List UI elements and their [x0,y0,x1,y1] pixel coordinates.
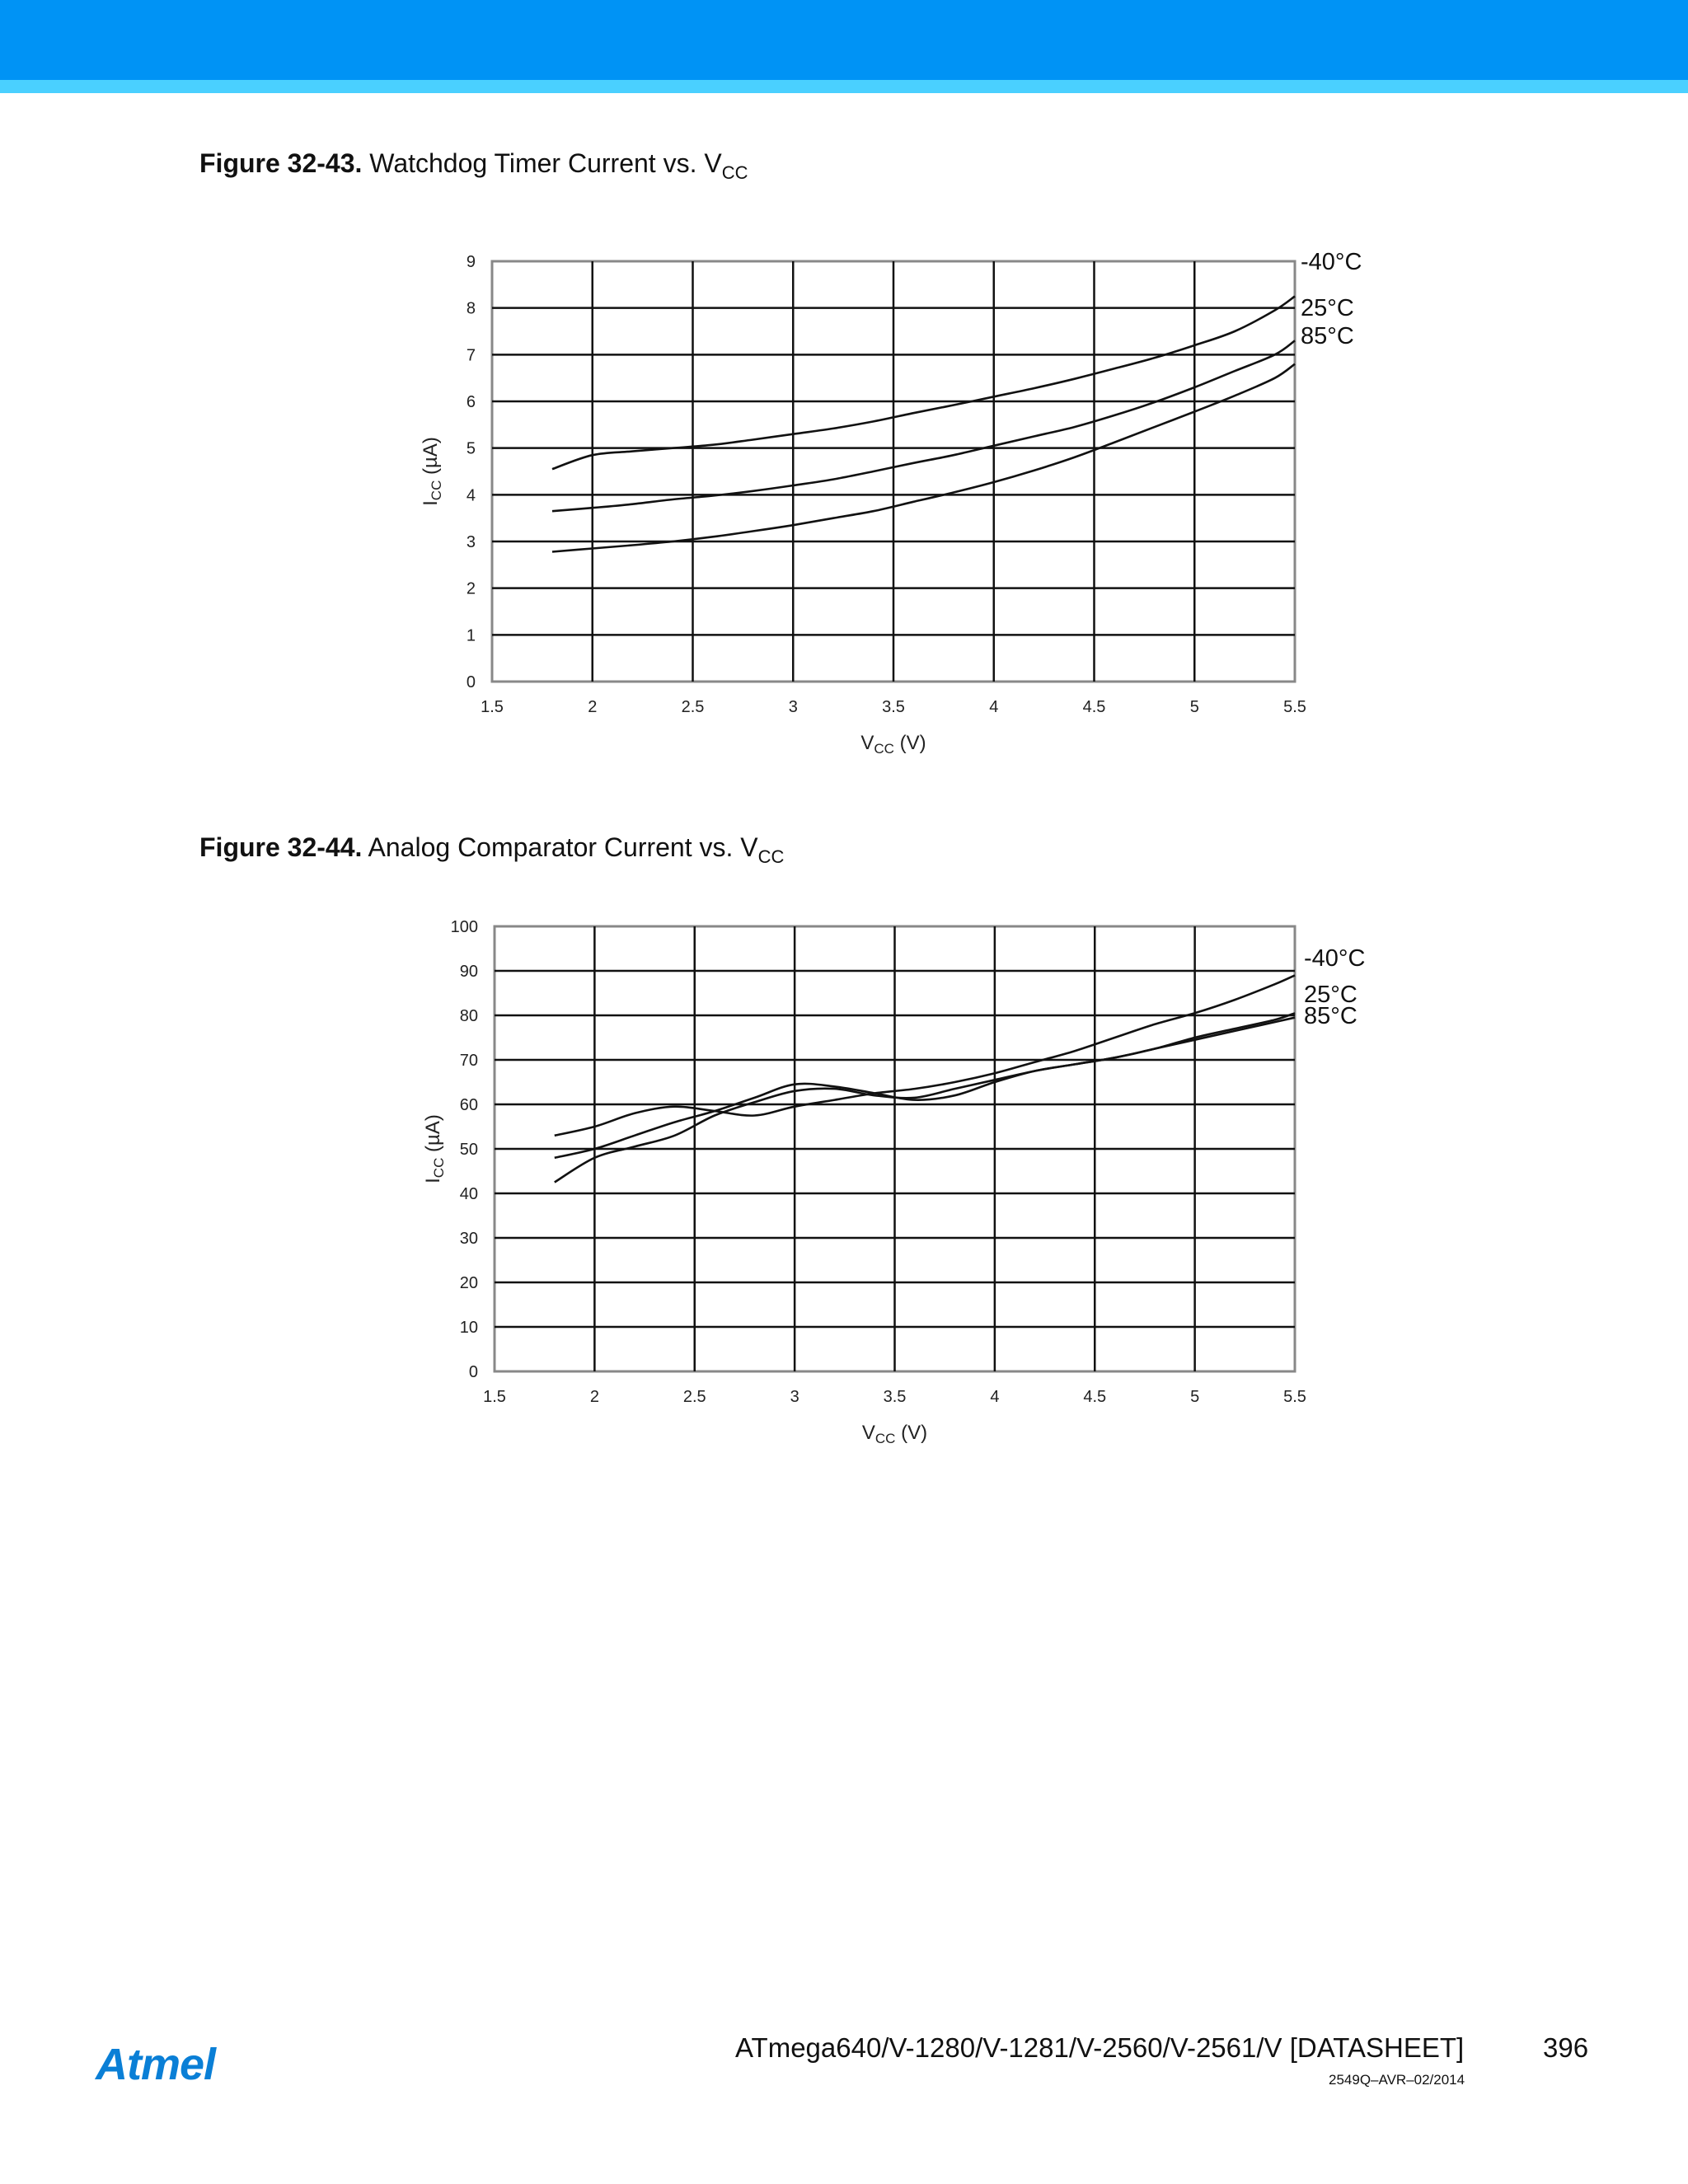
y-tick-label: 60 [459,1096,478,1114]
y-tick-label: 8 [466,299,476,318]
x-tick-label: 1.5 [483,1388,506,1406]
series-line [552,297,1295,470]
series-line [552,340,1295,511]
figure-number: Figure 32-43. [199,148,363,178]
y-tick-label: 10 [459,1319,478,1337]
x-tick-label: 2.5 [682,1388,706,1406]
y-axis-label: $I_{CC}$ (µA) [420,437,444,506]
analog-comparator-current-chart [0,907,1688,1467]
y-tick-label: 70 [459,1052,478,1070]
y-tick-label: 7 [466,346,476,365]
figure-caption-1 [199,148,748,184]
y-tick-label: 90 [459,963,478,981]
y-tick-label: 80 [459,1007,478,1025]
y-tick-label: 50 [459,1141,478,1159]
page-number: 396 [1543,2032,1589,2063]
y-tick-label: 2 [466,579,476,598]
x-axis-label: $V_{CC}$ (V) [861,1422,928,1446]
x-tick-label: 4.5 [1083,1388,1107,1406]
document-code: 2549Q–AVR–02/2014 [1329,2072,1465,2088]
x-tick-label: 5 [1189,698,1199,716]
x-tick-label: 3.5 [882,698,905,716]
x-tick-label: 2 [589,1388,599,1406]
atmel-logo: Atmel [96,2040,216,2089]
x-tick-label: 5 [1190,1388,1200,1406]
x-tick-label: 3.5 [883,1388,907,1406]
y-tick-label: 3 [466,533,476,551]
y-tick-label: 5 [466,439,476,458]
x-tick-label: 5.5 [1283,698,1306,716]
y-tick-label: 0 [468,1363,478,1381]
series-line [555,1013,1295,1158]
x-tick-label: 2 [588,698,598,716]
legend-label: 25°C [1304,982,1357,1008]
y-tick-label: 6 [466,393,476,411]
y-axis-label: $I_{CC}$ (µA) [422,1114,447,1183]
footer-document-title: ATmega640/V-1280/V-1281/V-2560/V-2561/V [DATASHEET] [735,2032,1465,2063]
y-tick-label: 40 [459,1185,478,1203]
y-tick-label: 100 [450,918,478,936]
y-tick-label: 0 [466,673,476,691]
watchdog-current-chart [0,223,1688,783]
legend-label: -40°C [1304,945,1366,972]
x-tick-label: 3 [790,1388,799,1406]
figure-title: Watchdog Timer Current vs. V [369,148,722,178]
legend-label: 85°C [1301,323,1354,349]
y-tick-label: 9 [466,253,476,271]
figure-caption-2 [199,832,784,868]
x-tick-label: 4 [989,698,999,716]
x-tick-label: 3 [788,698,798,716]
y-tick-label: 4 [466,486,476,505]
figure-number: Figure 32-44. [199,832,363,862]
x-tick-label: 1.5 [481,698,504,716]
figure-title: Analog Comparator Current vs. V [368,832,758,862]
header-stripe [0,80,1688,93]
y-tick-label: 30 [459,1230,478,1248]
legend-label: 25°C [1301,295,1354,321]
x-axis-label: $V_{CC}$ (V) [860,732,926,757]
x-tick-label: 4 [990,1388,1000,1406]
y-tick-label: 1 [466,626,476,645]
x-tick-label: 5.5 [1283,1388,1306,1406]
series-line [555,975,1295,1135]
legend-label: -40°C [1301,249,1362,275]
x-tick-label: 4.5 [1082,698,1106,716]
figure-title-sub: CC [757,846,785,867]
figure-title-sub: CC [721,162,748,183]
legend-label: 85°C [1304,1003,1357,1029]
header-bar [0,0,1688,80]
x-tick-label: 2.5 [681,698,705,716]
y-tick-label: 20 [459,1274,478,1292]
